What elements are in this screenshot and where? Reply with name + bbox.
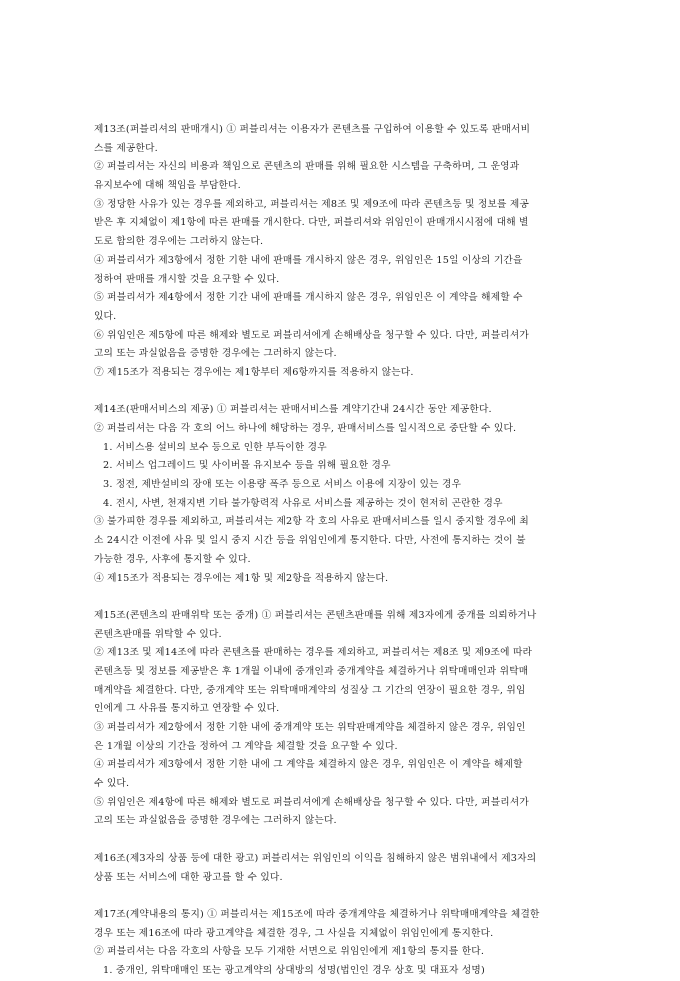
text-line: 제16조(제3자의 상품 등에 대한 광고) 퍼블리셔는 위임인의 이익을 침해하지 않은 범위내에서 제3자의 — [94, 852, 537, 864]
article-13 — [94, 121, 588, 383]
text-line: 있다. — [94, 310, 117, 322]
paragraph-gap — [94, 887, 588, 906]
text-line: 소 24시간 이전에 사유 및 일시 중지 시간 등을 위임인에게 통지한다. 다만, 사전에 통지하는 것이 불 — [94, 535, 526, 547]
text-line: ⑤ 퍼블리셔가 제4항에서 정한 기간 내에 판매를 개시하지 않은 경우, 위임인은 이 계약을 해제할 수 — [94, 292, 523, 304]
text-line: ② 퍼블리셔는 다음 각호의 사항을 모두 기재한 서면으로 위임인에게 제1항의 통지를 한다. — [94, 946, 485, 958]
list-item: 1. 중개인, 위탁매매인 또는 광고계약의 상대방의 성명(법인인 경우 상호 및 대표자 성명) — [103, 964, 485, 976]
text-line: 고의 또는 과실없음을 증명한 경우에는 그러하지 않는다. — [94, 348, 337, 360]
list-item: 4. 전시, 사변, 천재지변 기타 불가항력적 사유로 서비스를 제공하는 것이 현저히 곤란한 경우 — [103, 497, 503, 509]
list-item: 1. 서비스용 설비의 보수 등으로 인한 부득이한 경우 — [103, 441, 327, 453]
text-line: 고의 또는 과실없음을 증명한 경우에는 그러하지 않는다. — [94, 815, 337, 827]
text-line: ⑤ 위임인은 제4항에 따른 해제와 별도로 퍼블리셔에게 손해배상을 청구할 수 있다. 다만, 퍼블리셔가 — [94, 796, 529, 808]
article-15 — [94, 607, 588, 831]
text-line: ③ 불가피한 경우를 제외하고, 퍼블리셔는 제2항 각 호의 사유로 판매서비스를 일시 중지할 경우에 최 — [94, 516, 529, 528]
paragraph-gap — [94, 383, 588, 402]
text-line: ③ 정당한 사유가 있는 경우를 제외하고, 퍼블리셔는 제8조 및 제9조에 따라 콘텐츠등 및 정보를 제공 — [94, 198, 530, 210]
text-line: 콘텐츠판매를 위탁할 수 있다. — [94, 628, 222, 640]
text-line: 제14조(판매서비스의 제공) ① 퍼블리셔는 판매서비스를 계약기간내 24시간 동안 제공한다. — [94, 404, 492, 416]
text-line: 상품 또는 서비스에 대한 광고를 할 수 있다. — [94, 871, 283, 883]
text-line: 도로 합의한 경우에는 그러하지 않는다. — [94, 236, 264, 248]
article-16 — [94, 850, 588, 887]
text-line: 유지보수에 대해 책임을 부담한다. — [94, 180, 241, 192]
text-line: 가능한 경우, 사후에 통지할 수 있다. — [94, 553, 251, 565]
text-line: 은 1개월 이상의 기간을 정하여 그 계약을 체결할 것을 요구할 수 있다. — [94, 740, 398, 752]
text-line: 스를 제공한다. — [94, 142, 158, 154]
text-line: ⑥ 위임인은 제5항에 따른 해제와 별도로 퍼블리셔에게 손해배상을 청구할 수 있다. 다만, 퍼블리셔가 — [94, 329, 529, 341]
article-17 — [94, 906, 588, 981]
document-body — [94, 121, 588, 981]
paragraph-gap — [94, 588, 588, 607]
text-line: 제17조(계약내용의 통지) ① 퍼블리셔는 제15조에 따라 중개계약을 체결하거나 위탁매매계약을 체결한 — [94, 908, 540, 920]
text-line: ② 퍼블리셔는 자신의 비용과 책임으로 콘텐츠의 판매를 위해 필요한 시스템을 구축하며, 그 운영과 — [94, 161, 520, 173]
text-line: 받은 후 지체없이 제1항에 따른 판매를 개시한다. 다만, 퍼블리셔와 위임인이 판매개시시점에 대해 별 — [94, 217, 529, 229]
text-line: ② 퍼블리셔는 다음 각 호의 어느 하나에 해당하는 경우, 판매서비스를 일시적으로 중단할 수 있다. — [94, 423, 517, 434]
text-line: ④ 제15조가 적용되는 경우에는 제1항 및 제2항을 적용하지 않는다. — [94, 572, 389, 584]
text-line: 제15조(콘텐츠의 판매위탁 또는 중개) ① 퍼블리셔는 콘텐츠판매를 위해 제3자에게 중개를 의뢰하거나 — [94, 609, 537, 621]
text-line: ⑦ 제15조가 적용되는 경우에는 제1항부터 제6항까지를 적용하지 않는다. — [94, 366, 414, 378]
text-line: 수 있다. — [94, 778, 130, 790]
list-item: 3. 정전, 제반설비의 장애 또는 이용량 폭주 등으로 서비스 이용에 지장이 있는 경우 — [103, 479, 462, 491]
text-line: 경우 또는 제16조에 따라 광고계약을 체결한 경우, 그 사실을 지체없이 위임인에게 통지한다. — [94, 927, 494, 939]
text-line: ④ 퍼블리셔가 제3항에서 정한 기한 내에 판매를 개시하지 않은 경우, 위임인은 15일 이상의 기간을 — [94, 254, 523, 266]
text-line: 매계약을 체결한다. 다만, 중개계약 또는 위탁매매계약의 성질상 그 기간의 연장이 필요한 경우, 위임 — [94, 684, 526, 696]
text-line: ② 제13조 및 제14조에 따라 콘텐츠를 판매하는 경우를 제외하고, 퍼블리셔는 제8조 및 제9조에 따라 — [94, 647, 533, 659]
text-line: ④ 퍼블리셔가 제3항에서 정한 기한 내에 그 계약을 체결하지 않은 경우, 위임인은 이 계약을 해제할 — [94, 759, 523, 771]
article-14 — [94, 401, 588, 588]
list-item: 2. 서비스 업그레이드 및 사이버몰 유지보수 등을 위해 필요한 경우 — [103, 460, 391, 472]
text-line: 인에게 그 사유를 통지하고 연장할 수 있다. — [94, 703, 280, 715]
text-line: 콘텐츠등 및 정보를 제공받은 후 1개월 이내에 중개인과 중개계약을 체결하거나 위탁매매인과 위탁매 — [94, 665, 529, 677]
paragraph-gap — [94, 831, 588, 850]
text-line: 제13조(퍼블리셔의 판매개시) ① 퍼블리셔는 이용자가 콘텐츠를 구입하여 이용할 수 있도록 판매서비 — [94, 124, 531, 135]
text-line: 정하여 판매를 개시할 것을 요구할 수 있다. — [94, 273, 280, 285]
text-line: ③ 퍼블리셔가 제2항에서 정한 기한 내에 중개계약 또는 위탁판매계약을 체결하지 않은 경우, 위임인 — [94, 722, 526, 733]
